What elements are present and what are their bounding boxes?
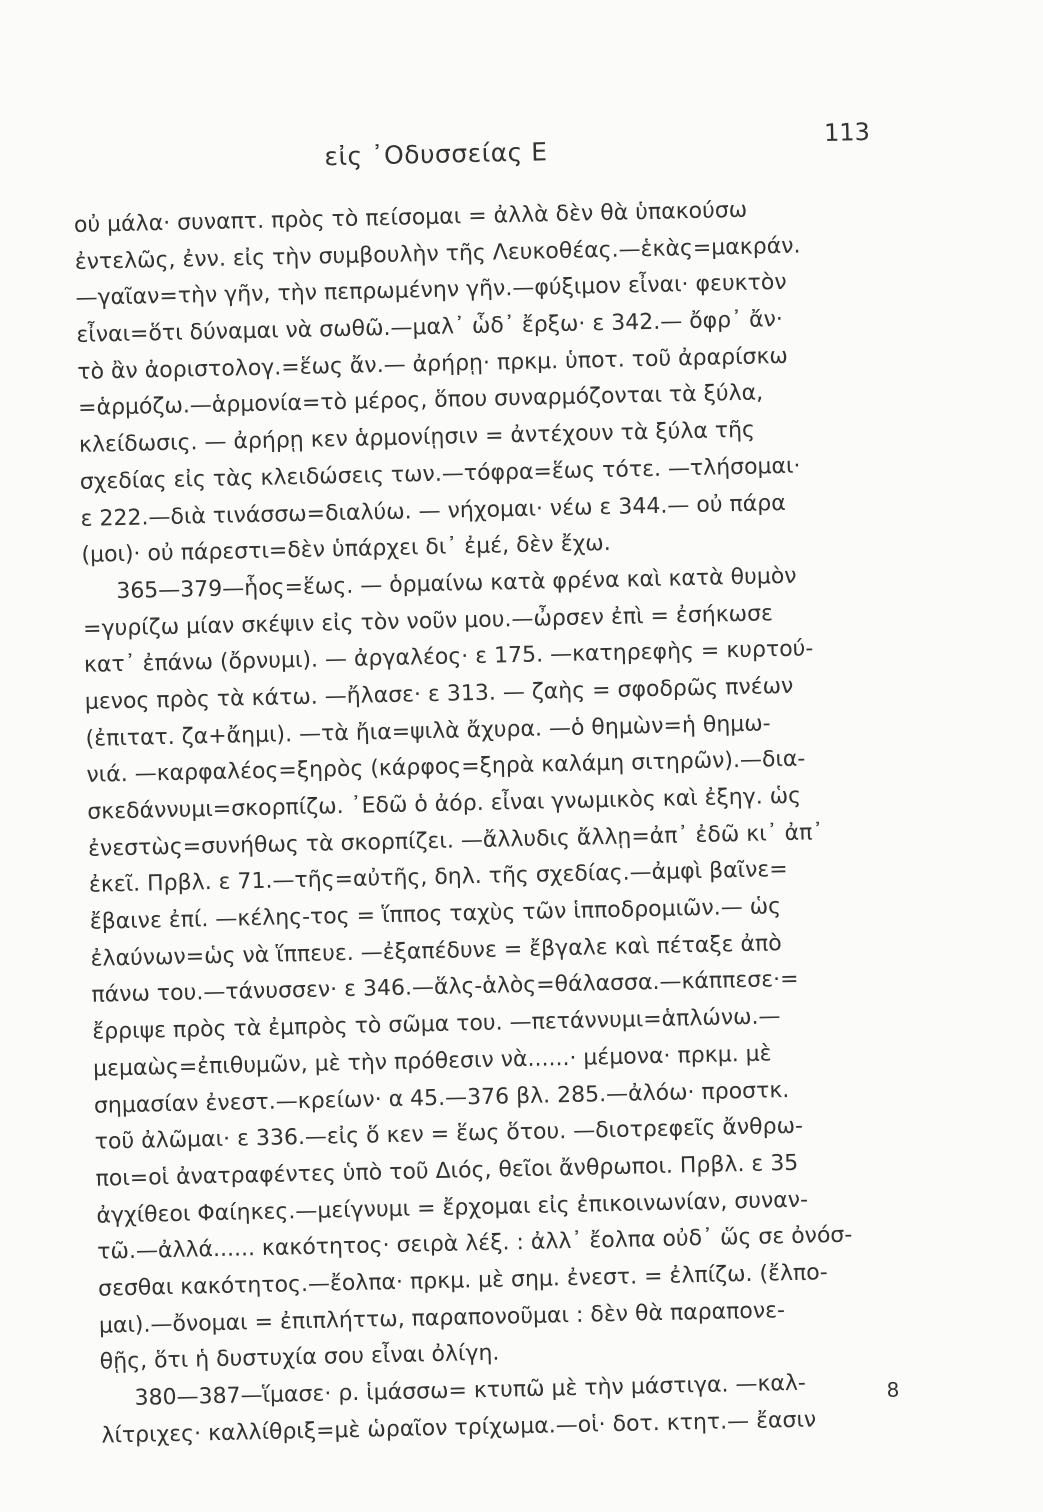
text-line: σχεδίας εἰς τὰς κλειδώσεις των.—τόφρα=ἕως τότε. —τλήσομαι·: [79, 453, 801, 495]
text-line: εἶναι=ὅτι δύναμαι νὰ σωθῶ.—μαλ᾽ ὧδ᾽ ἔρξω· ε 342.— ὄφρ᾽ ἄν·: [76, 306, 784, 349]
text-line: =γυρίζω μίαν σκέψιν εἰς τὸν νοῦν μου.—ὦρσεν ἐπὶ = ἐσήκωσε: [82, 600, 774, 642]
text-line: μεμαὼς=ἐπιθυμῶν, μὲ τὴν πρόθεσιν νὰ......· μέμονα· πρκμ. μὲ: [92, 1041, 772, 1082]
commentary-text: [74, 189, 932, 1455]
text-line: σκεδάννυμι=σκορπίζω. ᾽Εδῶ ὁ ἀόρ. εἶναι γνωμικὸς καὶ ἐξηγ. ὡς: [87, 783, 802, 825]
text-line: ἀγχίθεοι Φαίηκες.—μείγνυμι = ἔρχομαι εἰς ἐπικοινωνίαν, συναν-: [96, 1187, 809, 1229]
text-line: (μοι)· οὐ πάρεστι=δὲν ὑπάρχει δι᾽ ἐμέ, δὲν ἔχω.: [81, 531, 611, 569]
text-line: νιά. —καρφαλέος=ξηρὸς (κάρφος=ξηρὰ καλάμη σιτηρῶν).—δια-: [86, 746, 806, 789]
text-line: ε 222.—διὰ τινάσσω=διαλύω. — νήχομαι· νέω ε 344.— οὐ πάρα: [80, 490, 786, 532]
text-line: κατ᾽ ἐπάνω (ὄρνυμι). — ἀργαλέος· ε 175. —κατηρεφὴς = κυρτού-: [83, 636, 814, 679]
text-line: ἔβαινε ἐπί. —κέλης-τος = ἵππος ταχὺς τῶν ἱπποδρομιῶν.— ὡς: [89, 894, 782, 935]
text-line: (ἐπιτατ. ζα+ἄημι). —τὰ ἤια=ψιλὰ ἄχυρα. —ὁ θημὼν=ἡ θημω-: [85, 710, 771, 752]
text-line: —γαῖαν=τὴν γῆν, τὴν πεπρωμένην γῆν.—φύξιμον εἶναι· φευκτὸν: [75, 270, 787, 312]
text-line: μαι).—ὄνομαι = ἐπιπλήττω, παραπονοῦμαι : δὲν θὰ παραπονε-: [98, 1297, 786, 1339]
signature-mark: 8: [886, 1377, 900, 1402]
text-line: 365—379—ἧος=ἕως. — ὁρμαίνω κατὰ φρένα καὶ κατὰ θυμὸν: [116, 563, 797, 604]
text-line: τὸ ἂν ἀοριστολογ.=ἕως ἄν.— ἀρήρῃ· πρκμ. ὑποτ. τοῦ ἀραρίσκω: [77, 343, 789, 385]
text-line: 380—387—ἵμασε· ρ. ἱμάσσω= κτυπῶ μὲ τὴν μάστιγα. —καλ-: [134, 1370, 807, 1411]
text-line: πάνω του.—τάνυσσεν· ε 346.—ἅλς-ἁλὸς=θάλασσα.—κάππεσε·=: [91, 967, 799, 1009]
text-line: ἔρριψε πρὸς τὰ ἐμπρὸς τὸ σῶμα του. —πετάννυμι=ἁπλώνω.—: [92, 1004, 781, 1045]
running-header: εἰς ᾿Οδυσσείας Ε: [324, 137, 548, 172]
text-line: θῇς, ὅτι ἡ δυστυχία σου εἶναι ὀλίγη.: [99, 1340, 500, 1376]
text-line: ἐκεῖ. Πρβλ. ε 71.—τῆς=αὐτῆς, δηλ. τῆς σχεδίας.—ἀμφὶ βαῖνε=: [88, 857, 788, 899]
text-line: λίτριχες· καλλίθριξ=μὲ ὡραῖον τρίχωμα.—οἱ· δοτ. κτητ.— ἔασιν: [101, 1407, 817, 1449]
text-line: τοῦ ἀλῶμαι· ε 336.—εἰς ὅ κεν = ἕως ὅτου. —διοτρεφεῖς ἄνθρω-: [94, 1113, 804, 1155]
text-line: ποι=οἱ ἀνατραφέντες ὑπὸ τοῦ Διός, θεῖοι ἄνθρωποι. Πρβλ. ε 35: [95, 1150, 799, 1192]
text-line: σημασίαν ἐνεστ.—κρείων· α 45.—376 βλ. 285.—ἀλόω· προστκ.: [93, 1077, 790, 1119]
text-line: ἐνεστὼς=συνήθως τὰ σκορπίζει. —ἄλλυδις ἄλλῃ=ἀπ᾽ ἐδῶ κι᾽ ἀπ᾽: [87, 819, 824, 862]
text-line: σεσθαι κακότητος.—ἔολπα· πρκμ. μὲ σημ. ἐνεστ. = ἐλπίζω. (ἔλπο-: [97, 1260, 828, 1302]
text-line: ἐλαύνων=ὡς νὰ ἵππευε. —ἐξαπέδυνε = ἔβγαλε καὶ πέταξε ἀπὸ: [90, 930, 782, 972]
text-line: κλείδωσις. — ἀρήρῃ κεν ἁρμονίῃσιν = ἀντέχουν τὰ ξύλα τῆς: [78, 417, 756, 459]
page-number: 113: [823, 117, 871, 147]
text-line: μενος πρὸς τὰ κάτω. —ἤλασε· ε 313. — ζαὴς = σφοδρῶς πνέων: [84, 673, 794, 715]
text-line: οὐ μάλα· συναπτ. πρὸς τὸ πείσομαι = ἀλλὰ δὲν θὰ ὑπακούσω: [73, 197, 748, 238]
text-line: =ἁρμόζω.—ἁρμονία=τὸ μέρος, ὅπου συναρμόζονται τὰ ξύλα,: [77, 380, 764, 422]
text-line: ἐντελῶς, ἐνν. εἰς τὴν συμβουλὴν τῆς Λευκοθέας.—ἑκὰς=μακράν.: [74, 233, 801, 275]
text-line: τῶ.—ἀλλά...... κακότητος· σειρὰ λέξ. : ἀλλ᾽ ἔολπα οὐδ᾽ ὥς σε ὀνόσ-: [97, 1222, 853, 1265]
